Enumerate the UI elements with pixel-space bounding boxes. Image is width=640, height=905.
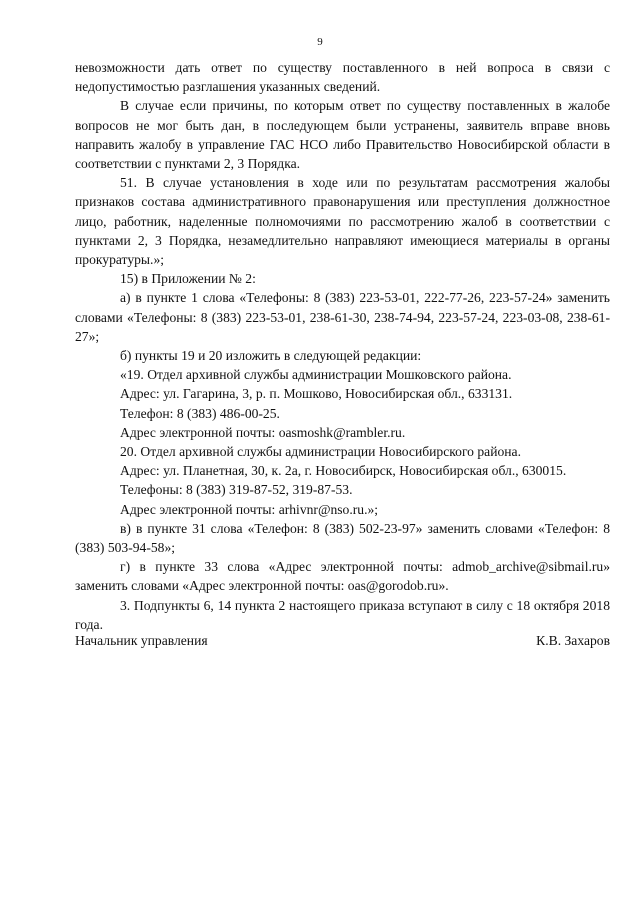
paragraph-item-19-title: «19. Отдел архивной службы администрации Мошковского района. (120, 367, 512, 383)
document-body (75, 58, 610, 634)
paragraph-item-19-phone: Телефон: 8 (383) 486-00-25. (120, 405, 280, 421)
paragraph-item-20-phones: Телефоны: 8 (383) 319-87-52, 319-87-53. (120, 482, 353, 498)
paragraph-subitem-g: г) в пункте 33 слова «Адрес электронной почты: admob_archive@sibmail.ru» заменить словами «Адрес электронной почты: oas@gorodob.ru». (75, 559, 610, 594)
paragraph-resubmission: В случае если причины, по которым ответ по существу поставленных в жалобе вопросов не мог быть дан, в последующем были устранены, заявитель вправе вновь направить жалобу в управление ГАС НСО либо Правительство Новосибирской области в соответствии с пунктами 2, 3 Порядка. (75, 98, 610, 172)
paragraph-item-20-address: Адрес: ул. Планетная, 30, к. 2а, г. Новосибирск, Новосибирская обл., 630015. (120, 463, 567, 479)
paragraph-clause-51: 51. В случае установления в ходе или по результатам рассмотрения жалобы признаков состава административного правонарушения или преступления должностное лицо, работник, наделенные полномочиями по рассмотрению жалоб в соответствии с пунктами 2, 3 Порядка, незамедлительно направляют имеющиеся материалы в органы прокуратуры.»; (75, 175, 610, 268)
signatory-name: К.В. Захаров (536, 633, 610, 648)
paragraph-item-20-email: Адрес электронной почты: arhivnr@nso.ru.»; (120, 501, 379, 517)
page-number: 9 (317, 36, 323, 48)
paragraph-item-19-address: Адрес: ул. Гагарина, 3, р. п. Мошково, Новосибирская обл., 633131. (120, 386, 513, 402)
signature-block (75, 631, 610, 650)
paragraph-item-20-title: 20. Отдел архивной службы администрации Новосибирского района. (120, 444, 521, 460)
paragraph-subitem-b: б) пункты 19 и 20 изложить в следующей редакции: (120, 348, 422, 364)
signatory-position: Начальник управления (75, 633, 208, 648)
paragraph-effective-date: 3. Подпункты 6, 14 пункта 2 настоящего приказа вступают в силу с 18 октября 2018 года. (75, 597, 610, 632)
paragraph-continuation: невозможности дать ответ по существу поставленного в ней вопроса в связи с недопустимостью разглашения указанных сведений. (75, 60, 610, 95)
paragraph-item-19-email: Адрес электронной почты: oasmoshk@rambler.ru. (120, 424, 406, 440)
paragraph-item-15: 15) в Приложении № 2: (120, 271, 256, 287)
paragraph-subitem-v: в) в пункте 31 слова «Телефон: 8 (383) 502-23-97» заменить словами «Телефон: 8 (383) 503-94-58»; (75, 520, 610, 556)
paragraph-subitem-a: а) в пункте 1 слова «Телефоны: 8 (383) 223-53-01, 222-77-26, 223-57-24» заменить словами «Телефоны: 8 (383) 223-53-01, 238-61-30, 238-74-94, 223-57-24, 223-03-08, 238-61-27»; (75, 290, 610, 344)
